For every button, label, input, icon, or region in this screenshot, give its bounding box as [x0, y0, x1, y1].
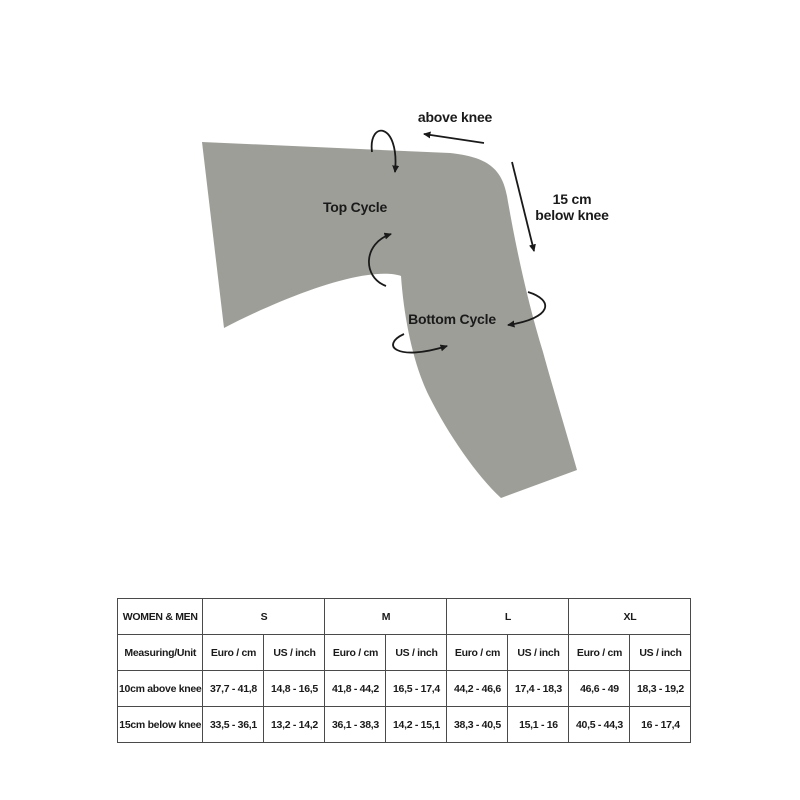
table-row-units [118, 635, 691, 671]
table-row-below-knee [118, 707, 691, 743]
value-cell: 17,4 - 18,3 [508, 671, 569, 707]
unit-cell-euro: Euro / cm [203, 635, 264, 671]
value-cell: 40,5 - 44,3 [569, 707, 630, 743]
value-cell: 38,3 - 40,5 [447, 707, 508, 743]
size-header-s: S [203, 599, 325, 635]
value-cell: 41,8 - 44,2 [325, 671, 386, 707]
value-cell: 44,2 - 46,6 [447, 671, 508, 707]
value-cell: 15,1 - 16 [508, 707, 569, 743]
above-knee-label: above knee [417, 109, 493, 125]
value-cell: 36,1 - 38,3 [325, 707, 386, 743]
below-knee-measure-arrow [512, 162, 534, 251]
value-cell: 33,5 - 36,1 [203, 707, 264, 743]
size-header-xl: XL [569, 599, 691, 635]
bottom-cycle-label: Bottom Cycle [408, 311, 496, 327]
below-knee-label [535, 191, 608, 223]
value-cell: 18,3 - 19,2 [630, 671, 691, 707]
above-knee-arrow [424, 134, 484, 143]
unit-cell-us: US / inch [630, 635, 691, 671]
size-header-m: M [325, 599, 447, 635]
value-cell: 16,5 - 17,4 [386, 671, 447, 707]
value-cell: 14,2 - 15,1 [386, 707, 447, 743]
value-cell: 13,2 - 14,2 [264, 707, 325, 743]
value-cell: 37,7 - 41,8 [203, 671, 264, 707]
unit-cell-us: US / inch [386, 635, 447, 671]
unit-cell-euro: Euro / cm [447, 635, 508, 671]
below-knee-label-line1: 15 cm [552, 191, 592, 207]
row-label-cell: 10cm above knee [118, 671, 203, 707]
table-row-sizes [118, 599, 691, 635]
row-label-cell: 15cm below knee [118, 707, 203, 743]
below-knee-label-line2: below knee [535, 207, 609, 223]
value-cell: 46,6 - 49 [569, 671, 630, 707]
top-cycle-label: Top Cycle [322, 199, 388, 215]
unit-cell-us: US / inch [508, 635, 569, 671]
value-cell: 14,8 - 16,5 [264, 671, 325, 707]
unit-cell-us: US / inch [264, 635, 325, 671]
value-cell: 16 - 17,4 [630, 707, 691, 743]
table-row-above-knee [118, 671, 691, 707]
unit-cell-euro: Euro / cm [325, 635, 386, 671]
size-table [117, 598, 691, 743]
unit-header-cell: Measuring/Unit [118, 635, 203, 671]
unit-cell-euro: Euro / cm [569, 635, 630, 671]
group-header-cell: WOMEN & MEN [118, 599, 203, 635]
size-header-l: L [447, 599, 569, 635]
